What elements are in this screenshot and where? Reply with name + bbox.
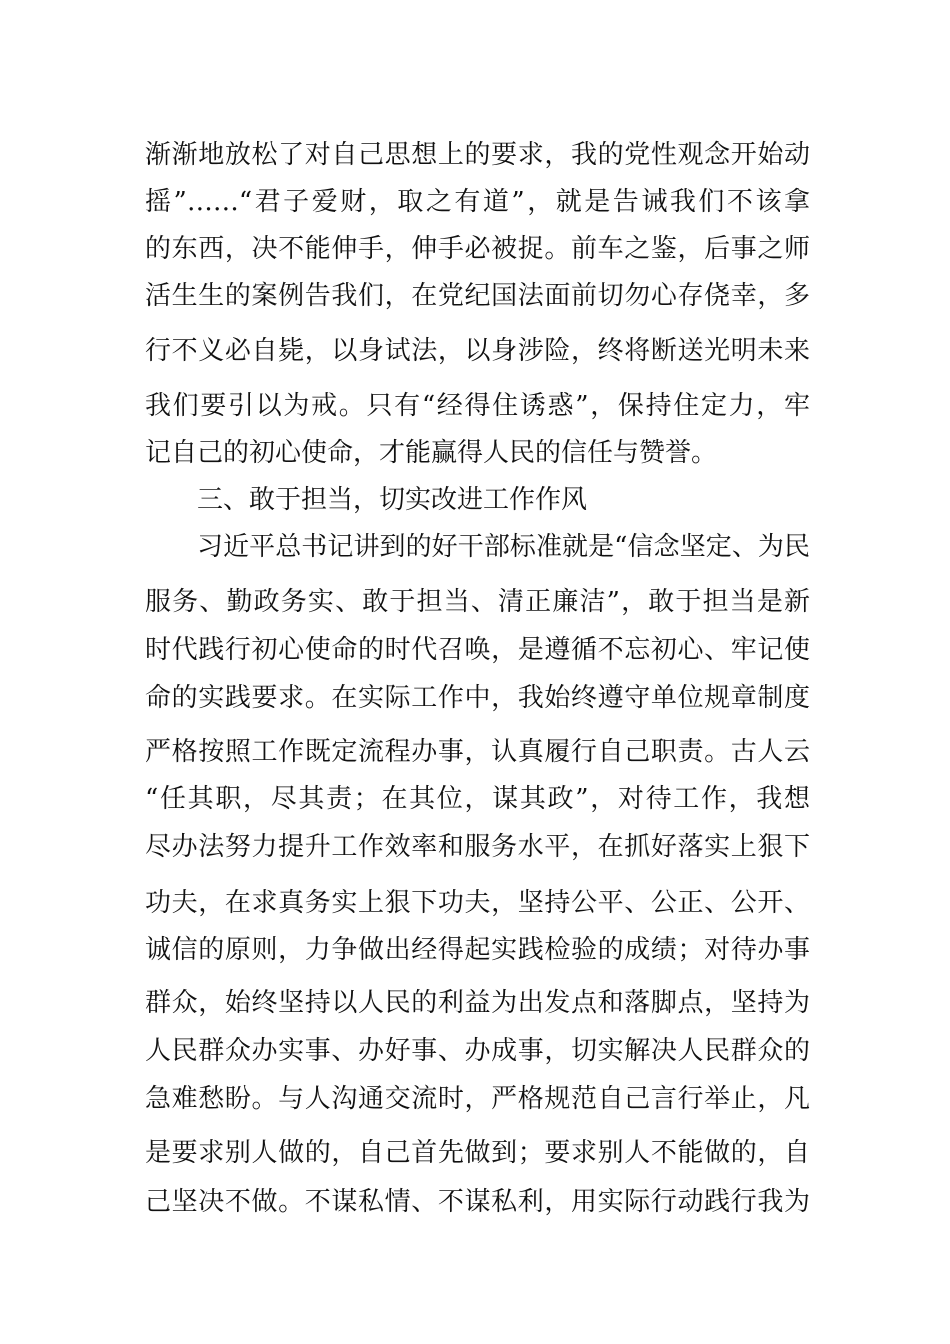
text-line-19: 人民群众办实事、办好事、办成事，切实解决人民群众的 (145, 1036, 810, 1066)
text-line-14: “任其职，尽其责；在其位，谋其政”，对待工作，我想 (145, 784, 810, 814)
text-line-3: 的东西，决不能伸手，伸手必被捉。前车之鉴，后事之师 (145, 234, 810, 264)
text-line-13: 严格按照工作既定流程办事，认真履行自己职责。古人云 (145, 737, 810, 767)
text-line-4: 活生生的案例告我们，在党纪国法面前切勿心存侥幸，多 (145, 281, 810, 311)
text-line-15: 尽办法努力提升工作效率和服务水平，在抓好落实上狠下 (145, 832, 810, 862)
text-line-17: 诚信的原则，力争做出经得起实践检验的成绩；对待办事 (145, 935, 810, 965)
text-line-10: 服务、勤政务实、敢于担当、清正廉洁”，敢于担当是新 (145, 587, 810, 617)
text-line-2: 摇”……“君子爱财，取之有道”，就是告诫我们不该拿 (145, 187, 810, 217)
text-line-1: 渐渐地放松了对自己思想上的要求，我的党性观念开始动 (145, 140, 810, 170)
text-line-20: 急难愁盼。与人沟通交流时，严格规范自己言行举止，凡 (145, 1084, 810, 1114)
section-heading: 三、敢于担当，切实改进工作作风 (197, 485, 588, 515)
text-line-6: 我们要引以为戒。只有“经得住诱惑”，保持住定力，牢 (145, 391, 810, 421)
text-line-18: 群众，始终坚持以人民的利益为出发点和落脚点，坚持为 (145, 988, 810, 1018)
text-line-22: 己坚决不做。不谋私情、不谋私利，用实际行动践行我为 (145, 1187, 810, 1217)
text-line-21: 是要求别人做的，自己首先做到；要求别人不能做的，自 (145, 1138, 810, 1168)
text-line-5: 行不义必自毙，以身试法，以身涉险，终将断送光明未来 (145, 336, 810, 366)
text-line-9: 习近平总书记讲到的好干部标准就是“信念坚定、为民 (197, 532, 810, 562)
text-line-12: 命的实践要求。在实际工作中，我始终遵守单位规章制度 (145, 683, 810, 713)
text-line-16: 功夫，在求真务实上狠下功夫，坚持公平、公正、公开、 (145, 888, 810, 918)
text-line-7: 记自己的初心使命，才能赢得人民的信任与赞誉。 (145, 438, 718, 468)
text-line-11: 时代践行初心使命的时代召唤，是遵循不忘初心、牢记使 (145, 635, 810, 665)
